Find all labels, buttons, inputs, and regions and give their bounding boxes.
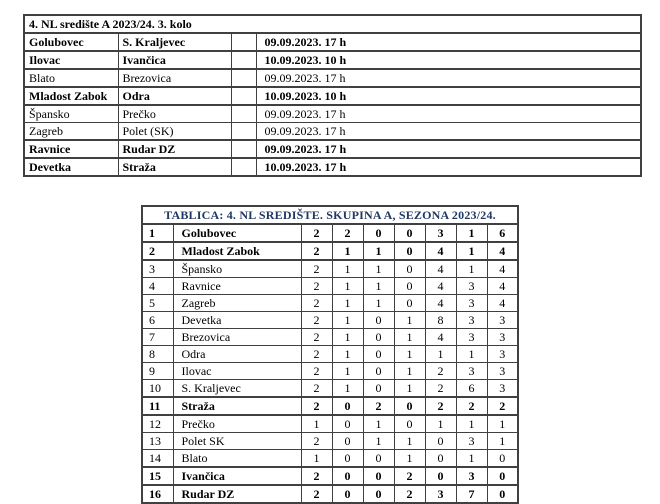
standings-row: [142, 380, 518, 398]
standings-team: Polet SK: [173, 433, 301, 450]
standings-goals-for: 4: [425, 329, 456, 346]
fixtures-table: [23, 14, 642, 177]
standings-points: 4: [487, 242, 518, 260]
standings-draws: 0: [363, 224, 394, 242]
fixture-spacer-cell: [231, 33, 256, 51]
standings-goals-for: 1: [425, 346, 456, 363]
standings-points: 0: [487, 467, 518, 485]
standings-draws: 1: [363, 242, 394, 260]
standings-points: 1: [487, 433, 518, 450]
fixtures-title-row: [24, 15, 641, 33]
standings-row: [142, 450, 518, 468]
standings-goals-for: 4: [425, 278, 456, 295]
fixture-spacer-cell: [231, 158, 256, 176]
standings-row: [142, 467, 518, 485]
standings-team: Zagreb: [173, 295, 301, 312]
fixture-home-team: Golubovec: [24, 33, 118, 51]
standings-points: 6: [487, 224, 518, 242]
standings-goals-for: 2: [425, 397, 456, 415]
fixture-row: [24, 123, 641, 141]
standings-row: [142, 433, 518, 450]
fixture-row: [24, 51, 641, 69]
standings-row: [142, 278, 518, 295]
standings-goals-for: 8: [425, 312, 456, 329]
standings-row: [142, 346, 518, 363]
fixture-row: [24, 87, 641, 105]
standings-losses: 0: [394, 242, 425, 260]
standings-played: 1: [301, 415, 332, 433]
standings-rank: 7: [142, 329, 173, 346]
standings-goals-against: 1: [456, 242, 487, 260]
standings-played: 2: [301, 242, 332, 260]
standings-row: [142, 295, 518, 312]
standings-losses: 1: [394, 346, 425, 363]
standings-losses: 0: [394, 397, 425, 415]
standings-points: 0: [487, 450, 518, 468]
standings-goals-against: 3: [456, 278, 487, 295]
fixture-spacer-cell: [231, 51, 256, 69]
standings-draws: 0: [363, 485, 394, 503]
fixture-home-team: Devetka: [24, 158, 118, 176]
standings-rank: 13: [142, 433, 173, 450]
standings-rank: 9: [142, 363, 173, 380]
standings-points: 3: [487, 329, 518, 346]
standings-rank: 5: [142, 295, 173, 312]
standings-losses: 1: [394, 363, 425, 380]
standings-goals-for: 2: [425, 380, 456, 398]
standings-goals-against: 1: [456, 260, 487, 278]
fixtures-title: 4. NL središte A 2023/24. 3. kolo: [24, 15, 641, 33]
standings-goals-against: 3: [456, 363, 487, 380]
fixture-datetime: 10.09.2023. 10 h: [256, 51, 641, 69]
standings-draws: 0: [363, 363, 394, 380]
standings-goals-for: 3: [425, 224, 456, 242]
standings-rank: 14: [142, 450, 173, 468]
standings-losses: 0: [394, 278, 425, 295]
standings-points: 3: [487, 380, 518, 398]
standings-points: 1: [487, 415, 518, 433]
fixture-datetime: 10.09.2023. 17 h: [256, 158, 641, 176]
standings-played: 2: [301, 278, 332, 295]
standings-points: 3: [487, 312, 518, 329]
standings-rank: 12: [142, 415, 173, 433]
standings-draws: 1: [363, 278, 394, 295]
fixture-spacer-cell: [231, 140, 256, 158]
standings-rank: 2: [142, 242, 173, 260]
standings-goals-for: 2: [425, 363, 456, 380]
standings-row: [142, 485, 518, 503]
standings-goals-against: 1: [456, 346, 487, 363]
standings-points: 4: [487, 278, 518, 295]
standings-team: Golubovec: [173, 224, 301, 242]
standings-rank: 4: [142, 278, 173, 295]
standings-losses: 0: [394, 224, 425, 242]
fixture-away-team: Brezovica: [118, 69, 231, 87]
standings-wins: 1: [332, 278, 363, 295]
standings-goals-for: 4: [425, 295, 456, 312]
standings-team: Blato: [173, 450, 301, 468]
standings-goals-against: 6: [456, 380, 487, 398]
fixture-home-team: Zagreb: [24, 123, 118, 141]
standings-rank: 3: [142, 260, 173, 278]
standings-table: [141, 205, 519, 504]
standings-points: 2: [487, 397, 518, 415]
standings-goals-against: 1: [456, 224, 487, 242]
fixture-away-team: Straža: [118, 158, 231, 176]
standings-team: Odra: [173, 346, 301, 363]
standings-losses: 2: [394, 467, 425, 485]
fixture-away-team: Odra: [118, 87, 231, 105]
standings-team: S. Kraljevec: [173, 380, 301, 398]
standings-team: Rudar DZ: [173, 485, 301, 503]
standings-draws: 0: [363, 450, 394, 468]
standings-losses: 1: [394, 450, 425, 468]
standings-row: [142, 363, 518, 380]
standings-row: [142, 397, 518, 415]
standings-goals-against: 1: [456, 415, 487, 433]
fixture-spacer-cell: [231, 123, 256, 141]
standings-played: 2: [301, 485, 332, 503]
fixture-home-team: Blato: [24, 69, 118, 87]
standings-draws: 0: [363, 312, 394, 329]
fixture-spacer-cell: [231, 105, 256, 123]
fixture-spacer-cell: [231, 69, 256, 87]
standings-wins: 0: [332, 450, 363, 468]
standings-goals-against: 3: [456, 312, 487, 329]
standings-played: 2: [301, 224, 332, 242]
standings-points: 3: [487, 346, 518, 363]
standings-wins: 1: [332, 260, 363, 278]
standings-wins: 0: [332, 415, 363, 433]
standings-points: 3: [487, 363, 518, 380]
standings-losses: 0: [394, 260, 425, 278]
standings-played: 2: [301, 380, 332, 398]
standings-wins: 1: [332, 312, 363, 329]
fixture-spacer-cell: [231, 87, 256, 105]
standings-goals-for: 4: [425, 242, 456, 260]
standings-draws: 1: [363, 295, 394, 312]
standings-team: Ravnice: [173, 278, 301, 295]
standings-losses: 1: [394, 433, 425, 450]
fixture-datetime: 09.09.2023. 17 h: [256, 123, 641, 141]
standings-title: TABLICA: 4. NL SREDIŠTE. SKUPINA A, SEZONA 2023/24.: [142, 206, 518, 224]
standings-team: Straža: [173, 397, 301, 415]
standings-team: Devetka: [173, 312, 301, 329]
standings-goals-for: 3: [425, 485, 456, 503]
standings-wins: 0: [332, 397, 363, 415]
standings-draws: 1: [363, 433, 394, 450]
standings-team: Prečko: [173, 415, 301, 433]
fixture-datetime: 09.09.2023. 17 h: [256, 140, 641, 158]
standings-played: 2: [301, 346, 332, 363]
standings-wins: 1: [332, 363, 363, 380]
standings-title-row: [142, 206, 518, 224]
standings-wins: 0: [332, 485, 363, 503]
fixture-datetime: 09.09.2023. 17 h: [256, 33, 641, 51]
fixture-row: [24, 158, 641, 176]
fixture-away-team: Prečko: [118, 105, 231, 123]
standings-played: 2: [301, 363, 332, 380]
standings-points: 4: [487, 295, 518, 312]
standings-row: [142, 260, 518, 278]
fixture-away-team: Polet (SK): [118, 123, 231, 141]
standings-played: 2: [301, 312, 332, 329]
standings-played: 2: [301, 260, 332, 278]
standings-goals-for: 0: [425, 433, 456, 450]
standings-goals-for: 0: [425, 467, 456, 485]
standings-draws: 0: [363, 346, 394, 363]
fixture-away-team: Ivančica: [118, 51, 231, 69]
fixture-home-team: Ilovac: [24, 51, 118, 69]
standings-goals-against: 1: [456, 450, 487, 468]
standings-played: 2: [301, 433, 332, 450]
fixture-row: [24, 140, 641, 158]
standings-rank: 1: [142, 224, 173, 242]
standings-draws: 1: [363, 415, 394, 433]
standings-rank: 15: [142, 467, 173, 485]
standings-team: Ilovac: [173, 363, 301, 380]
standings-goals-against: 3: [456, 467, 487, 485]
standings-team: Špansko: [173, 260, 301, 278]
fixtures-body: [24, 15, 641, 176]
standings-points: 4: [487, 260, 518, 278]
standings-goals-for: 1: [425, 415, 456, 433]
standings-team: Mladost Zabok: [173, 242, 301, 260]
standings-row: [142, 224, 518, 242]
standings-team: Brezovica: [173, 329, 301, 346]
standings-wins: 1: [332, 329, 363, 346]
standings-wins: 1: [332, 380, 363, 398]
standings-goals-against: 3: [456, 295, 487, 312]
fixture-datetime: 10.09.2023. 10 h: [256, 87, 641, 105]
standings-goals-for: 0: [425, 450, 456, 468]
standings-wins: 0: [332, 433, 363, 450]
standings-body: [142, 206, 518, 503]
standings-losses: 0: [394, 415, 425, 433]
standings-losses: 1: [394, 312, 425, 329]
standings-goals-against: 7: [456, 485, 487, 503]
standings-played: 2: [301, 467, 332, 485]
fixture-row: [24, 33, 641, 51]
standings-goals-against: 2: [456, 397, 487, 415]
standings-row: [142, 415, 518, 433]
fixture-home-team: Ravnice: [24, 140, 118, 158]
standings-played: 2: [301, 329, 332, 346]
standings-wins: 1: [332, 295, 363, 312]
fixture-away-team: Rudar DZ: [118, 140, 231, 158]
standings-row: [142, 242, 518, 260]
standings-draws: 0: [363, 380, 394, 398]
standings-row: [142, 312, 518, 329]
standings-rank: 11: [142, 397, 173, 415]
fixture-datetime: 09.09.2023. 17 h: [256, 105, 641, 123]
fixture-home-team: Špansko: [24, 105, 118, 123]
standings-wins: 1: [332, 346, 363, 363]
standings-played: 2: [301, 397, 332, 415]
standings-losses: 1: [394, 329, 425, 346]
standings-losses: 0: [394, 295, 425, 312]
standings-team: Ivančica: [173, 467, 301, 485]
fixture-home-team: Mladost Zabok: [24, 87, 118, 105]
standings-wins: 1: [332, 242, 363, 260]
fixture-away-team: S. Kraljevec: [118, 33, 231, 51]
standings-draws: 0: [363, 467, 394, 485]
standings-draws: 2: [363, 397, 394, 415]
standings-rank: 6: [142, 312, 173, 329]
standings-goals-against: 3: [456, 329, 487, 346]
standings-goals-against: 3: [456, 433, 487, 450]
standings-wins: 2: [332, 224, 363, 242]
standings-goals-for: 4: [425, 260, 456, 278]
standings-rank: 10: [142, 380, 173, 398]
fixture-datetime: 09.09.2023. 17 h: [256, 69, 641, 87]
standings-row: [142, 329, 518, 346]
standings-wins: 0: [332, 467, 363, 485]
standings-played: 2: [301, 295, 332, 312]
fixture-row: [24, 105, 641, 123]
standings-rank: 8: [142, 346, 173, 363]
standings-played: 1: [301, 450, 332, 468]
standings-rank: 16: [142, 485, 173, 503]
standings-points: 0: [487, 485, 518, 503]
standings-draws: 0: [363, 329, 394, 346]
standings-losses: 2: [394, 485, 425, 503]
fixture-row: [24, 69, 641, 87]
standings-losses: 1: [394, 380, 425, 398]
standings-draws: 1: [363, 260, 394, 278]
